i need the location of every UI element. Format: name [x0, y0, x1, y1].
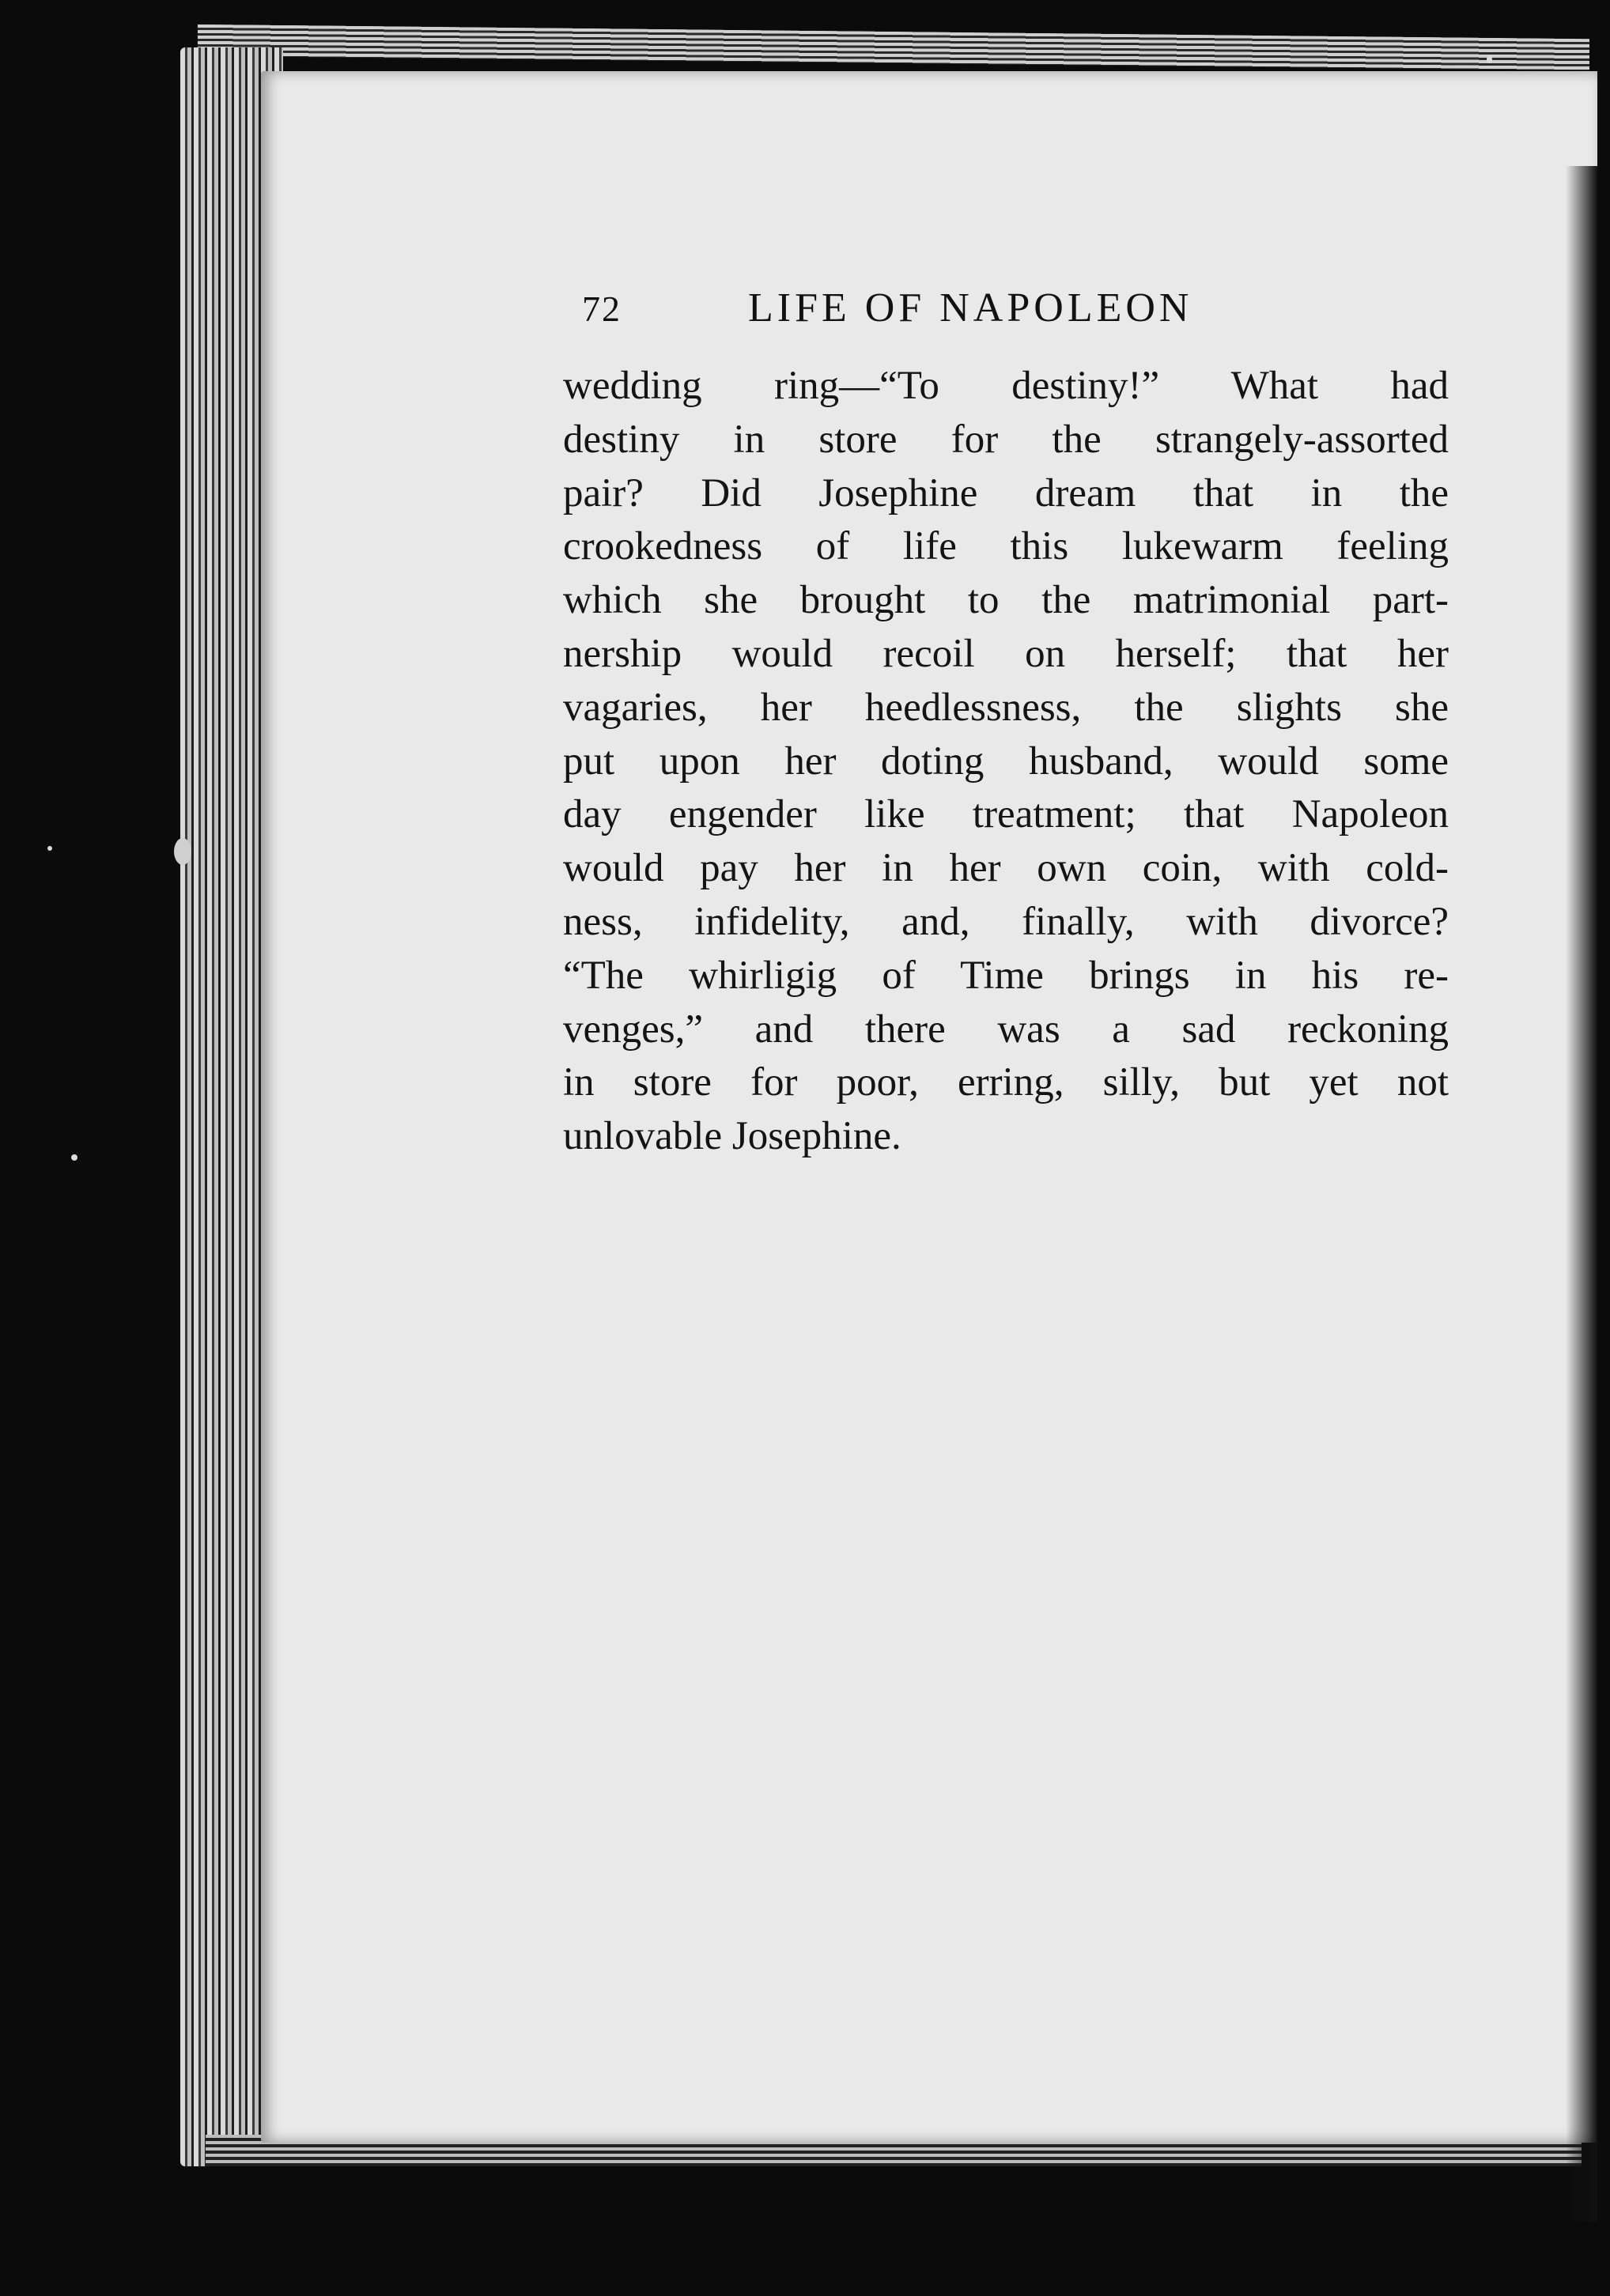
text-line: put upon her doting husband, would some [563, 738, 1449, 784]
running-head: LIFE OF NAPOLEON [748, 285, 1193, 330]
text-line: wedding ring—“To destiny!” What had [563, 364, 1449, 408]
film-speck [47, 846, 52, 851]
page-header [582, 285, 1278, 340]
body-text [563, 360, 1449, 1164]
film-speck [71, 1154, 77, 1161]
text-line: ness, infidelity, and, finally, with divorce? [563, 899, 1449, 944]
page-number: 72 [582, 289, 622, 329]
text-line: day engender like treatment; that Napoleon [563, 792, 1449, 837]
text-line: pair? Did Josephine dream that in the [563, 470, 1449, 515]
text-line: crookedness of life this lukewarm feeling [563, 524, 1449, 569]
text-line: venges,” and there was a sad reckoning [563, 1006, 1449, 1052]
page-gutter-shadow [1566, 166, 1597, 2222]
text-line: destiny in store for the strangely-assorted [563, 417, 1449, 462]
text-line: nership would recoil on herself; that her [563, 631, 1449, 676]
text-line: vagaries, her heedlessness, the slights she [563, 685, 1449, 730]
text-line: in store for poor, erring, silly, but yet not [563, 1060, 1449, 1105]
film-speck [1487, 55, 1492, 63]
book-top-edge [198, 25, 1589, 70]
film-speck [174, 838, 191, 865]
text-line: “The whirligig of Time brings in his re- [563, 953, 1449, 998]
text-line: unlovable Josephine. [563, 1114, 901, 1159]
text-line: would pay her in her own coin, with cold- [563, 846, 1449, 891]
text-line: which she brought to the matrimonial part- [563, 578, 1449, 623]
